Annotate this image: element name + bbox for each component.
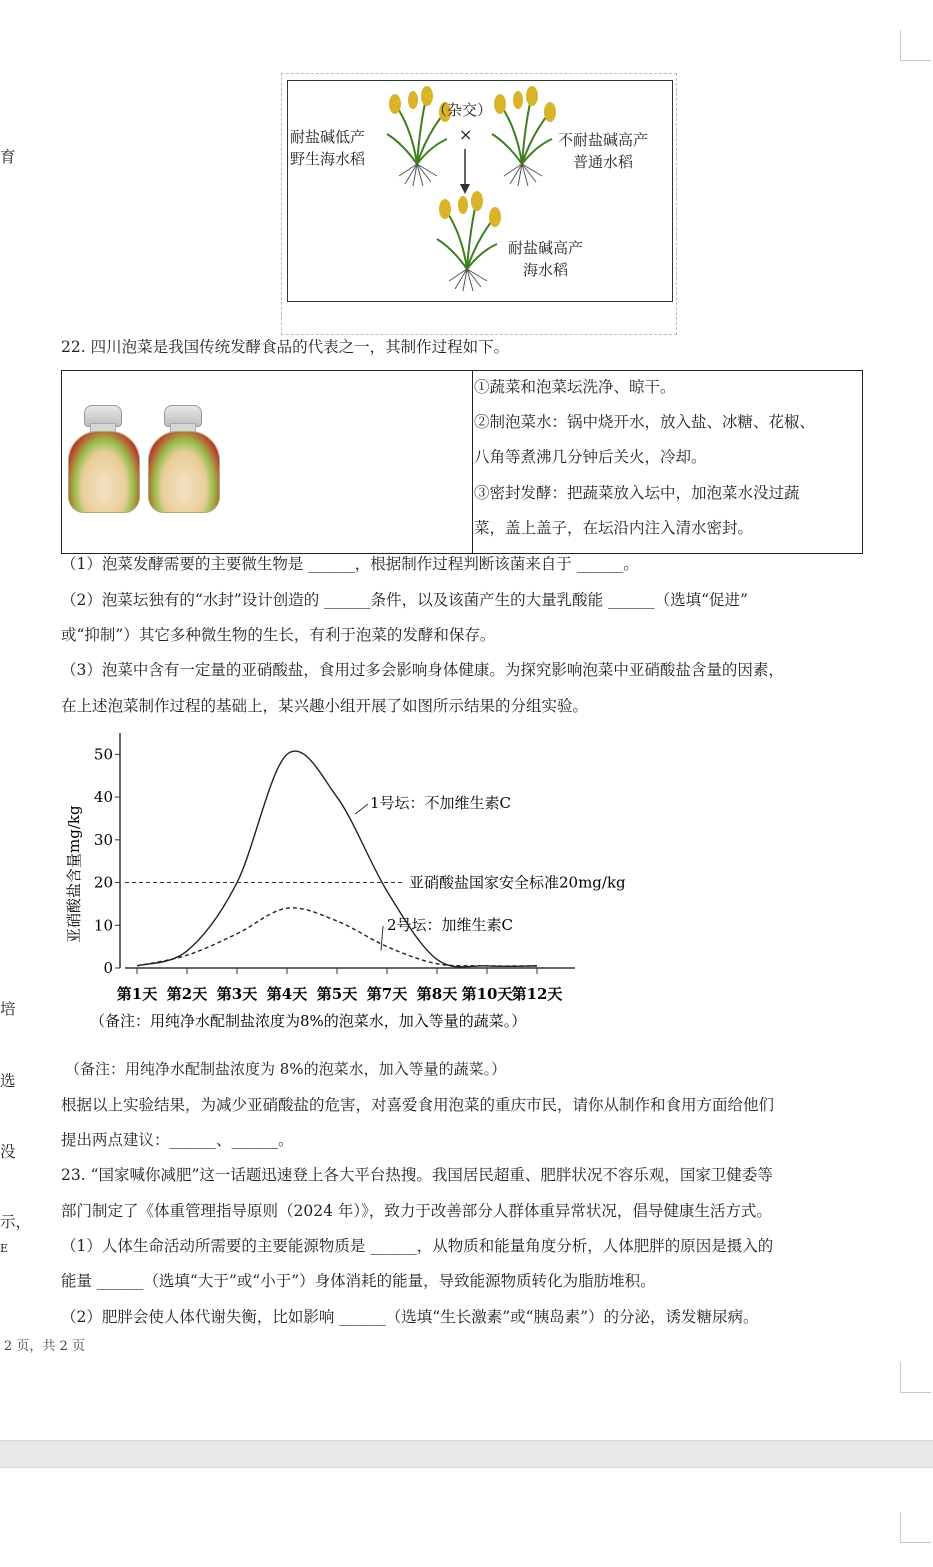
- step-2-cont: 八角等煮沸几分钟后关火，冷却。: [474, 448, 707, 466]
- q23-sub2: （2）肥胖会使人体代谢失衡，比如影响 ______（选填“生长激素”或“胰岛素”）的分泌，诱发糖尿病。: [61, 1308, 759, 1326]
- rice-plant-icon: [437, 191, 501, 291]
- y-tick-label: 30: [93, 830, 113, 849]
- question-22-title: 22. 四川泡菜是我国传统发酵食品的代表之一，其制作过程如下。: [61, 338, 510, 356]
- cross-symbol: ×: [459, 125, 473, 144]
- x-tick-label: 第12天: [511, 985, 563, 1003]
- cross-label: （杂交）: [432, 101, 493, 119]
- q22-advice: 根据以上实验结果，为减少亚硝酸盐的危害，对喜爱食用泡菜的重庆市民，请你从制作和食用方面给他们: [61, 1096, 775, 1114]
- step-3: ③密封发酵：把蔬菜放入坛中，加泡菜水没过蔬: [474, 484, 800, 502]
- page-footer: 2 页，共 2 页: [4, 1339, 85, 1354]
- series-leader-2: [381, 926, 383, 951]
- step-2: ②制泡菜水：锅中烧开水，放入盐、冰糖、花椒、: [474, 413, 816, 431]
- y-tick-label: 40: [93, 788, 113, 807]
- page-corner-mark: [900, 1512, 931, 1543]
- y-tick-label: 50: [93, 745, 113, 764]
- x-tick-label: 第2天: [166, 985, 208, 1003]
- margin-fragment: 育: [0, 148, 16, 166]
- reference-line-label: 亚硝酸盐国家安全标准20mg/kg: [409, 873, 626, 892]
- page-corner-mark: [900, 1362, 931, 1393]
- pickle-jar-image: [148, 405, 218, 511]
- rice-plant-icon: [492, 86, 556, 186]
- x-tick-label: 第8天: [416, 985, 458, 1003]
- x-tick-label: 第10天: [461, 985, 513, 1003]
- q22-sub1: （1）泡菜发酵需要的主要微生物是 ______，根据制作过程判断该菌来自于 ______。: [61, 555, 639, 573]
- margin-fragment: E: [0, 1242, 9, 1255]
- q23-sub1: （1）人体生命活动所需要的主要能源物质是 ______，从物质和能量角度分析，人体肥胖的原因是摄入的: [61, 1237, 774, 1255]
- margin-fragment: 培: [0, 1000, 16, 1018]
- y-tick-label: 0: [103, 959, 113, 977]
- step-1: ①蔬菜和泡菜坛洗净、晾干。: [474, 378, 676, 396]
- series-leader-1: [355, 804, 368, 814]
- q22-sub3: （3）泡菜中含有一定量的亚硝酸盐，食用过多会影响身体健康。为探究影响泡菜中亚硝酸盐含量的因素，: [61, 661, 784, 679]
- nitrite-line-chart: [55, 728, 675, 1048]
- y-tick-label: 20: [93, 873, 113, 892]
- q22-advice-cont: 提出两点建议：______、______。: [61, 1131, 294, 1149]
- x-tick-label: 第7天: [366, 985, 408, 1003]
- parent-right-label: 不耐盐碱高产 普通水稻: [558, 131, 649, 171]
- q22-sub3-cont: 在上述泡菜制作过程的基础上，某兴趣小组开展了如图所示结果的分组实验。: [61, 697, 589, 715]
- page-corner-mark: [900, 30, 931, 61]
- parent-left-label: 耐盐碱低产 野生海水稻: [290, 128, 366, 168]
- rice-cross-figure: [281, 73, 677, 335]
- x-tick-label: 第3天: [216, 985, 258, 1003]
- x-tick-label: 第1天: [116, 985, 158, 1003]
- pickle-steps-table: [61, 370, 863, 554]
- series-label-2: 2号坛：加维生素C: [387, 916, 514, 934]
- y-tick-label: 10: [93, 916, 113, 935]
- pickle-jar-image: [68, 405, 138, 511]
- step-3-cont: 菜，盖上盖子，在坛沿内注入清水密封。: [474, 519, 754, 537]
- question-23-title-cont: 部门制定了《体重管理指导原则（2024 年）》，致力于改善部分人群体重异常状况，倡导健康生活方式。: [61, 1202, 772, 1220]
- q23-sub1-cont: 能量 ______（选填“大于”或“小于”）身体消耗的能量，导致能源物质转化为脂肪堆积。: [61, 1272, 656, 1290]
- x-tick-label: 第5天: [316, 985, 358, 1003]
- margin-fragment: 没: [0, 1143, 16, 1161]
- y-axis-label: 亚硝酸盐含量mg/kg: [65, 805, 83, 943]
- q22-note: （备注：用纯净水配制盐浓度为 8%的泡菜水，加入等量的蔬菜。）: [65, 1060, 507, 1078]
- x-tick-label: 第4天: [266, 985, 308, 1003]
- q22-sub2-cont: 或“抑制”）其它多种微生物的生长，有利于泡菜的发酵和保存。: [61, 626, 496, 644]
- series-line-1: [137, 751, 537, 967]
- chart-caption: （备注：用纯净水配制盐浓度为8%的泡菜水，加入等量的蔬菜。）: [90, 1012, 527, 1030]
- page-gap: [0, 1440, 933, 1468]
- series-label-1: 1号坛：不加维生素C: [370, 794, 512, 812]
- margin-fragment: 示，: [0, 1213, 32, 1231]
- margin-fragment: 选: [0, 1072, 16, 1090]
- offspring-label: 耐盐碱高产 海水稻: [508, 239, 584, 279]
- question-23-title: 23. “国家喊你减肥”这一话题迅速登上各大平台热搜。我国居民超重、肥胖状况不容乐观，国家卫健委等: [61, 1166, 773, 1184]
- q22-sub2: （2）泡菜坛独有的“水封”设计创造的 ______条件，以及该菌产生的大量乳酸能 ______（选填“促进”: [61, 591, 748, 609]
